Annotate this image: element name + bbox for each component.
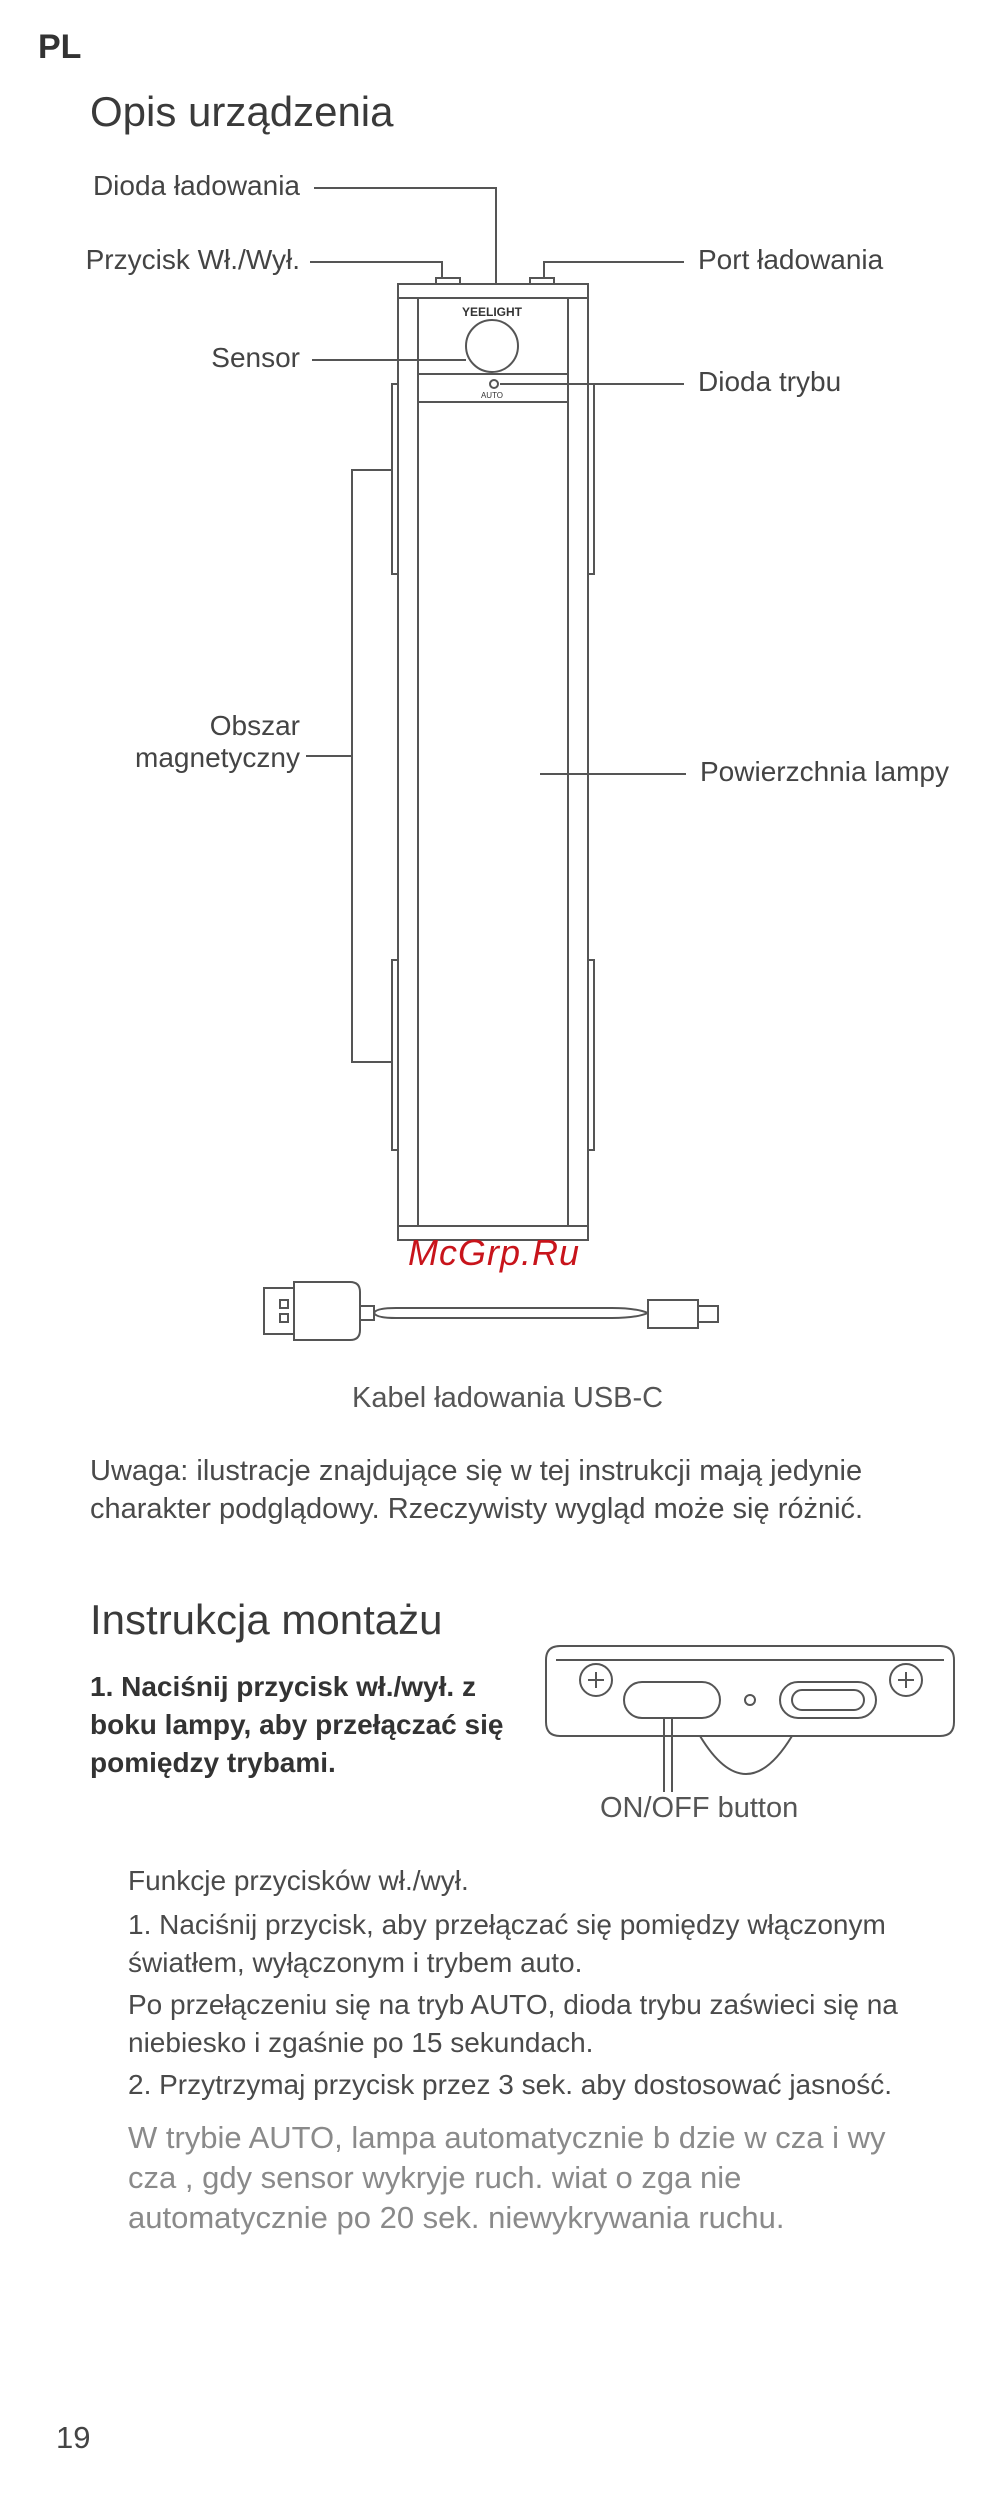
button-caption: ON/OFF button [600,1792,799,1824]
on-off-button-shape [624,1682,720,1718]
brand-text: YEELIGHT [461,305,523,319]
watermark: McGrp.Ru [408,1232,581,1273]
page-number: 19 [56,2420,91,2455]
function-1b: Po przełączeniu się na tryb AUTO, dioda trybu zaświeci się na niebiesko i zgaśnie po 15 sekundach. [128,1989,898,2058]
label-magnetic-2: magnetyczny [135,742,300,773]
functions-title: Funkcje przycisków wł./wył. [128,1865,469,1896]
section-title-device: Opis urządzenia [90,88,394,135]
usb-c-cable [264,1282,718,1340]
auto-text: AUTO [480,391,504,400]
button-diagram [546,1646,954,1792]
label-lamp-surface: Powierzchnia lampy [700,756,949,787]
step-1: 1. Naciśnij przycisk wł./wył. z boku lampy, aby przełączać się pomiędzy trybami. [90,1671,504,1778]
label-sensor: Sensor [211,342,300,373]
function-2: 2. Przytrzymaj przycisk przez 3 sek. aby dostosować jasność. [128,2069,893,2100]
charge-port-shape [530,278,554,284]
label-charge-port: Port ładowania [698,244,884,275]
section-title-mounting: Instrukcja montażu [90,1596,443,1643]
power-button-shape [436,278,460,284]
sensor-shape [466,320,518,372]
language-code: PL [38,28,82,66]
function-1: 1. Naciśnij przycisk, aby przełączać się pomiędzy włączonym światłem, wyłączonym i trybem auto. [128,1909,886,1978]
cable-caption: Kabel ładowania USB-C [352,1382,664,1414]
disclaimer-note: Uwaga: ilustracje znajdujące się w tej instrukcji mają jedynie charakter podglądowy. Rzeczywisty wygląd może się różnić. [90,1455,864,1525]
lamp-body [398,284,588,1240]
label-mode-led: Dioda trybu [698,366,842,397]
mode-led-shape [490,380,498,388]
label-magnetic-1: Obszar [209,710,300,741]
label-power-button: Przycisk Wł./Wył. [85,244,300,275]
label-charge-led: Dioda ładowania [92,170,300,201]
auto-mode-text: W trybie AUTO, lampa automatycznie b dzie w cza i wy cza , gdy sensor wykryje ruch. wiat o zga nie automatycznie po 20 sek. niewykrywania ruchu. [128,2120,886,2235]
